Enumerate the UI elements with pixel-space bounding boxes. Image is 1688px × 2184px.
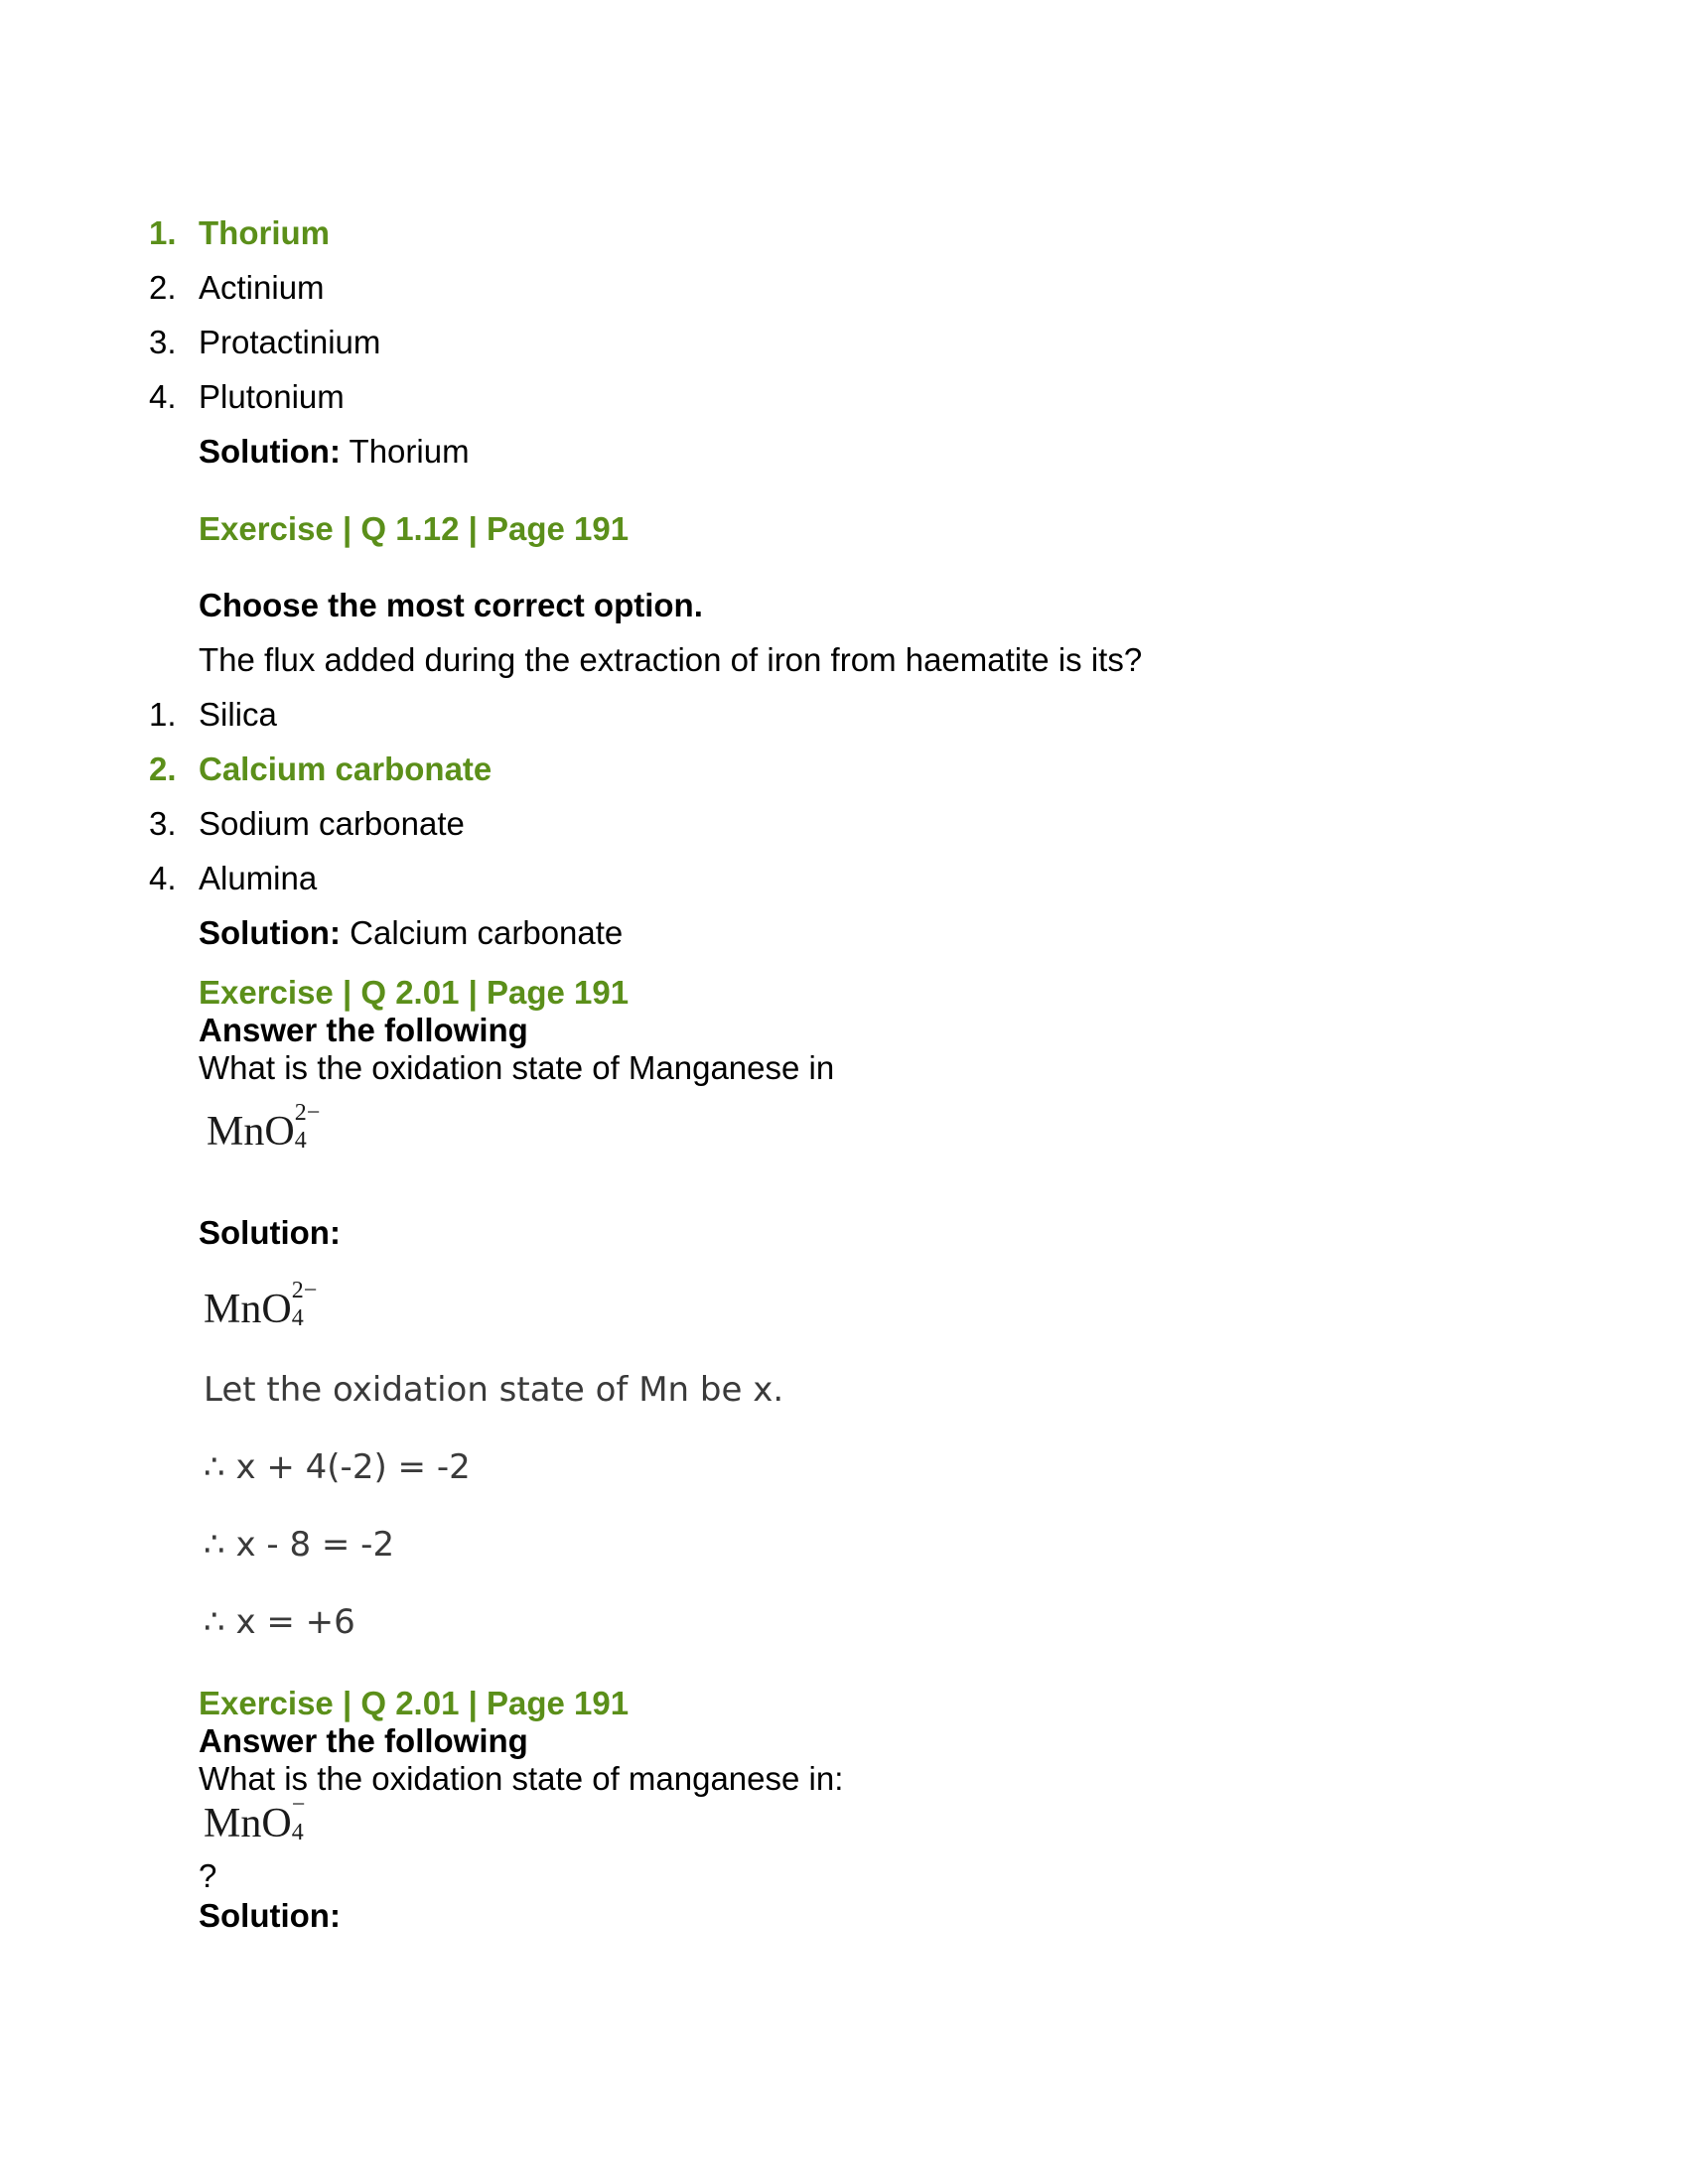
formula-manganate [207, 1100, 331, 1157]
option-number-correct: 1. [149, 214, 177, 251]
solution-label: Solution: [199, 1897, 341, 1934]
formula-subscript: 4 [291, 1305, 304, 1331]
solution-label: Solution: [199, 1214, 341, 1251]
solution-step: ∴ x + 4(-2) = -2 [204, 1447, 471, 1487]
solution-line [199, 913, 623, 953]
option-number: 1. [149, 696, 177, 733]
formula-subscript: 4 [291, 1820, 304, 1845]
solution-formula-manganate [204, 1278, 328, 1334]
solution-value: Thorium [349, 433, 470, 470]
option-protactinium: Protactinium [199, 324, 381, 360]
option-correct-thorium: Thorium [199, 214, 330, 251]
formula-superscript: − [291, 1792, 306, 1818]
formula-permanganate [204, 1792, 328, 1848]
option-number: 4. [149, 860, 177, 896]
solution-label: Solution: [199, 914, 341, 951]
option-number: 2. [149, 269, 177, 306]
solution-value: Calcium carbonate [350, 914, 624, 951]
exercise-header-link[interactable]: Exercise | Q 2.01 | Page 191 [199, 1685, 630, 1721]
solution-line [199, 432, 470, 472]
question-instruction: Choose the most correct option. [199, 587, 703, 623]
option-number-correct: 2. [149, 751, 177, 787]
exercise-header-link[interactable]: Exercise | Q 2.01 | Page 191 [199, 974, 630, 1011]
option-alumina: Alumina [199, 860, 318, 896]
option-number: 3. [149, 805, 177, 842]
question-text: What is the oxidation state of manganese in: [199, 1760, 844, 1797]
formula-base: MnO [204, 1801, 292, 1846]
formula-superscript: 2− [294, 1100, 321, 1126]
solution-step: ∴ x = +6 [204, 1602, 355, 1642]
exercise-header-link[interactable]: Exercise | Q 1.12 | Page 191 [199, 510, 630, 547]
option-sodium-carbonate: Sodium carbonate [199, 805, 465, 842]
question-instruction: Answer the following [199, 1722, 528, 1759]
formula-subscript: 4 [294, 1128, 307, 1154]
solution-step: Let the oxidation state of Mn be x. [204, 1370, 784, 1410]
question-text: The flux added during the extraction of iron from haematite is its? [199, 641, 1143, 678]
option-number: 4. [149, 378, 177, 415]
option-correct-calcium-carbonate: Calcium carbonate [199, 751, 492, 787]
formula-superscript: 2− [291, 1278, 318, 1303]
question-mark: ? [199, 1857, 217, 1894]
formula-base: MnO [207, 1109, 295, 1155]
solution-step: ∴ x - 8 = -2 [204, 1525, 395, 1565]
solution-label: Solution: [199, 433, 341, 470]
formula-base: MnO [204, 1287, 292, 1332]
question-text: What is the oxidation state of Manganese in [199, 1049, 835, 1086]
question-instruction: Answer the following [199, 1012, 528, 1048]
option-plutonium: Plutonium [199, 378, 345, 415]
option-actinium: Actinium [199, 269, 325, 306]
option-number: 3. [149, 324, 177, 360]
option-silica: Silica [199, 696, 277, 733]
